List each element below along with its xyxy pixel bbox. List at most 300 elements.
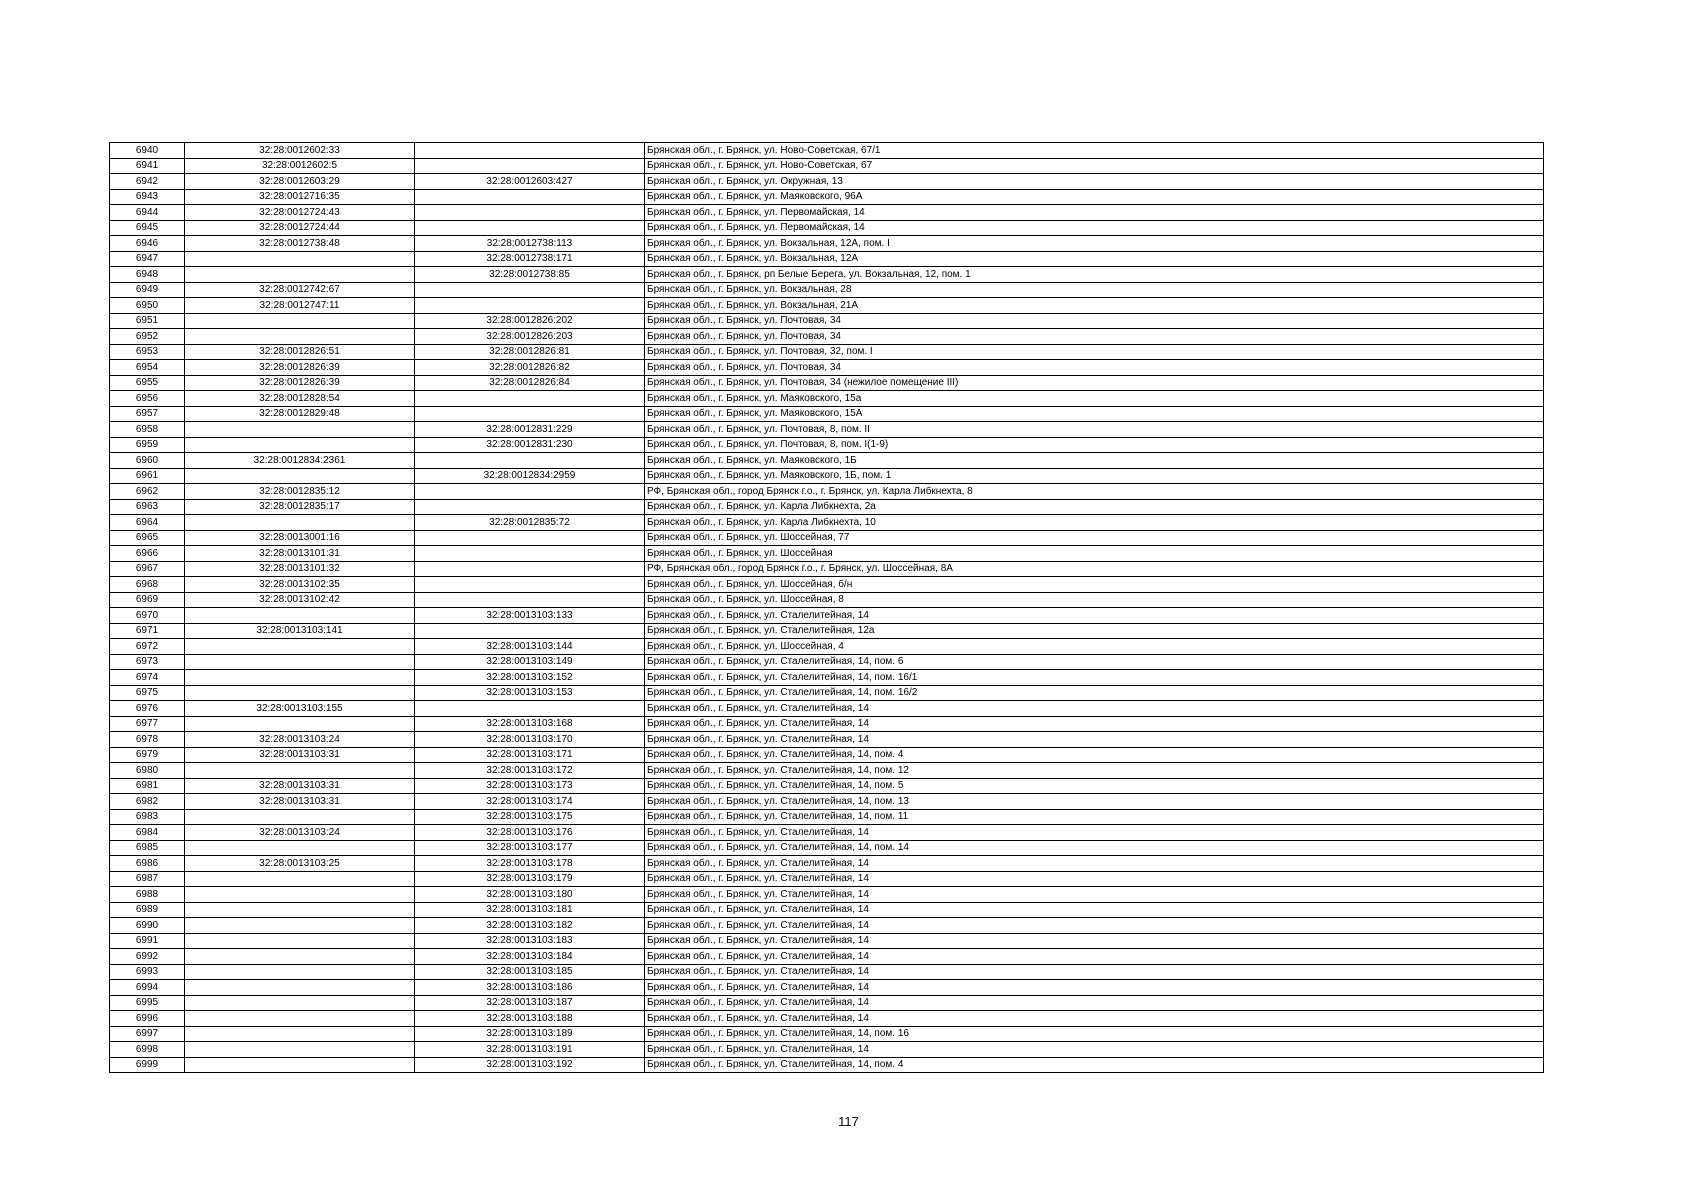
land-cadastral-number-cell bbox=[185, 654, 415, 670]
address-cell: Брянская обл., г. Брянск, ул. Шоссейная, 8 bbox=[645, 592, 1544, 608]
table-row bbox=[110, 267, 1544, 283]
land-cadastral-number-cell: 32:28:0013103:31 bbox=[185, 778, 415, 794]
table-row bbox=[110, 732, 1544, 748]
table-row bbox=[110, 189, 1544, 205]
land-cadastral-number-cell bbox=[185, 871, 415, 887]
land-cadastral-number-cell bbox=[185, 716, 415, 732]
address-cell: Брянская обл., г. Брянск, ул. Сталелитейная, 14 bbox=[645, 825, 1544, 841]
table-row bbox=[110, 158, 1544, 174]
land-cadastral-number-cell: 32:28:0012834:2361 bbox=[185, 453, 415, 469]
row-number-cell: 6955 bbox=[110, 375, 185, 391]
land-cadastral-number-cell bbox=[185, 670, 415, 686]
table-row bbox=[110, 654, 1544, 670]
address-cell: Брянская обл., г. Брянск, ул. Ново-Советская, 67 bbox=[645, 158, 1544, 174]
row-number-cell: 6949 bbox=[110, 282, 185, 298]
land-cadastral-number-cell bbox=[185, 608, 415, 624]
table-row bbox=[110, 546, 1544, 562]
address-cell: Брянская обл., г. Брянск, ул. Вокзальная, 21А bbox=[645, 298, 1544, 314]
object-cadastral-number-cell bbox=[415, 282, 645, 298]
land-cadastral-number-cell bbox=[185, 995, 415, 1011]
land-cadastral-number-cell bbox=[185, 918, 415, 934]
table-row bbox=[110, 887, 1544, 903]
table-row bbox=[110, 856, 1544, 872]
land-cadastral-number-cell bbox=[185, 933, 415, 949]
address-cell: Брянская обл., г. Брянск, ул. Почтовая, 32, пом. I bbox=[645, 344, 1544, 360]
land-cadastral-number-cell bbox=[185, 763, 415, 779]
land-cadastral-number-cell bbox=[185, 809, 415, 825]
object-cadastral-number-cell: 32:28:0013103:189 bbox=[415, 1026, 645, 1042]
object-cadastral-number-cell bbox=[415, 484, 645, 500]
table-row bbox=[110, 933, 1544, 949]
object-cadastral-number-cell: 32:28:0013103:172 bbox=[415, 763, 645, 779]
table-row bbox=[110, 980, 1544, 996]
land-cadastral-number-cell bbox=[185, 313, 415, 329]
land-cadastral-number-cell bbox=[185, 1057, 415, 1073]
land-cadastral-number-cell: 32:28:0013102:35 bbox=[185, 577, 415, 593]
page-number: 117 bbox=[838, 1114, 859, 1129]
object-cadastral-number-cell: 32:28:0013103:173 bbox=[415, 778, 645, 794]
row-number-cell: 6975 bbox=[110, 685, 185, 701]
address-cell: Брянская обл., г. Брянск, ул. Маяковского, 15а bbox=[645, 391, 1544, 407]
address-cell: Брянская обл., г. Брянск, ул. Сталелитейная, 14, пом. 6 bbox=[645, 654, 1544, 670]
row-number-cell: 6999 bbox=[110, 1057, 185, 1073]
row-number-cell: 6988 bbox=[110, 887, 185, 903]
address-cell: Брянская обл., г. Брянск, ул. Сталелитейная, 14, пом. 4 bbox=[645, 1057, 1544, 1073]
row-number-cell: 6992 bbox=[110, 949, 185, 965]
address-cell: Брянская обл., г. Брянск, ул. Сталелитейная, 14 bbox=[645, 608, 1544, 624]
object-cadastral-number-cell: 32:28:0012831:230 bbox=[415, 437, 645, 453]
land-cadastral-number-cell bbox=[185, 1026, 415, 1042]
object-cadastral-number-cell: 32:28:0013103:149 bbox=[415, 654, 645, 670]
table-row bbox=[110, 1057, 1544, 1073]
table-row bbox=[110, 716, 1544, 732]
row-number-cell: 6943 bbox=[110, 189, 185, 205]
row-number-cell: 6951 bbox=[110, 313, 185, 329]
address-cell: Брянская обл., г. Брянск, ул. Первомайская, 14 bbox=[645, 220, 1544, 236]
land-cadastral-number-cell: 32:28:0012826:51 bbox=[185, 344, 415, 360]
row-number-cell: 6953 bbox=[110, 344, 185, 360]
table-row bbox=[110, 298, 1544, 314]
table-row bbox=[110, 329, 1544, 345]
row-number-cell: 6964 bbox=[110, 515, 185, 531]
address-cell: Брянская обл., г. Брянск, ул. Первомайская, 14 bbox=[645, 205, 1544, 221]
table-row bbox=[110, 964, 1544, 980]
row-number-cell: 6997 bbox=[110, 1026, 185, 1042]
land-cadastral-number-cell bbox=[185, 980, 415, 996]
row-number-cell: 6980 bbox=[110, 763, 185, 779]
object-cadastral-number-cell bbox=[415, 592, 645, 608]
row-number-cell: 6947 bbox=[110, 251, 185, 267]
address-cell: Брянская обл., г. Брянск, ул. Почтовая, 34 bbox=[645, 329, 1544, 345]
table-row bbox=[110, 484, 1544, 500]
object-cadastral-number-cell: 32:28:0013103:174 bbox=[415, 794, 645, 810]
table-row bbox=[110, 251, 1544, 267]
object-cadastral-number-cell: 32:28:0013103:181 bbox=[415, 902, 645, 918]
row-number-cell: 6976 bbox=[110, 701, 185, 717]
object-cadastral-number-cell: 32:28:0013103:133 bbox=[415, 608, 645, 624]
land-cadastral-number-cell: 32:28:0013102:42 bbox=[185, 592, 415, 608]
row-number-cell: 6960 bbox=[110, 453, 185, 469]
table-row bbox=[110, 1026, 1544, 1042]
row-number-cell: 6978 bbox=[110, 732, 185, 748]
object-cadastral-number-cell: 32:28:0013103:179 bbox=[415, 871, 645, 887]
table-row bbox=[110, 530, 1544, 546]
row-number-cell: 6984 bbox=[110, 825, 185, 841]
row-number-cell: 6962 bbox=[110, 484, 185, 500]
table-row bbox=[110, 422, 1544, 438]
row-number-cell: 6948 bbox=[110, 267, 185, 283]
address-cell: Брянская обл., г. Брянск, ул. Сталелитейная, 14 bbox=[645, 918, 1544, 934]
object-cadastral-number-cell: 32:28:0012826:202 bbox=[415, 313, 645, 329]
object-cadastral-number-cell: 32:28:0012826:81 bbox=[415, 344, 645, 360]
table-row bbox=[110, 592, 1544, 608]
land-cadastral-number-cell bbox=[185, 685, 415, 701]
address-cell: Брянская обл., г. Брянск, ул. Сталелитейная, 14, пом. 16/2 bbox=[645, 685, 1544, 701]
address-cell: Брянская обл., г. Брянск, ул. Сталелитейная, 14 bbox=[645, 732, 1544, 748]
row-number-cell: 6963 bbox=[110, 499, 185, 515]
table-row bbox=[110, 871, 1544, 887]
address-cell: Брянская обл., г. Брянск, ул. Сталелитейная, 14 bbox=[645, 1042, 1544, 1058]
object-cadastral-number-cell: 32:28:0013103:152 bbox=[415, 670, 645, 686]
table-row bbox=[110, 282, 1544, 298]
object-cadastral-number-cell bbox=[415, 298, 645, 314]
address-cell: Брянская обл., г. Брянск, ул. Вокзальная, 12А bbox=[645, 251, 1544, 267]
address-cell: Брянская обл., г. Брянск, ул. Почтовая, 34 bbox=[645, 313, 1544, 329]
table-row bbox=[110, 236, 1544, 252]
land-cadastral-number-cell: 32:28:0012724:43 bbox=[185, 205, 415, 221]
object-cadastral-number-cell bbox=[415, 406, 645, 422]
address-cell: Брянская обл., г. Брянск, ул. Сталелитейная, 14 bbox=[645, 995, 1544, 1011]
address-cell: Брянская обл., г. Брянск, ул. Вокзальная, 28 bbox=[645, 282, 1544, 298]
address-cell: Брянская обл., г. Брянск, ул. Шоссейная, 77 bbox=[645, 530, 1544, 546]
table-row bbox=[110, 1011, 1544, 1027]
address-cell: Брянская обл., г. Брянск, ул. Сталелитейная, 14, пом. 4 bbox=[645, 747, 1544, 763]
table-row bbox=[110, 623, 1544, 639]
table-row bbox=[110, 220, 1544, 236]
land-cadastral-number-cell bbox=[185, 1011, 415, 1027]
row-number-cell: 6959 bbox=[110, 437, 185, 453]
address-cell: Брянская обл., г. Брянск, ул. Сталелитейная, 14 bbox=[645, 1011, 1544, 1027]
object-cadastral-number-cell bbox=[415, 391, 645, 407]
address-cell: Брянская обл., г. Брянск, ул. Сталелитейная, 14, пом. 14 bbox=[645, 840, 1544, 856]
address-cell: Брянская обл., г. Брянск, ул. Сталелитейная, 14, пом. 13 bbox=[645, 794, 1544, 810]
object-cadastral-number-cell: 32:28:0013103:191 bbox=[415, 1042, 645, 1058]
row-number-cell: 6968 bbox=[110, 577, 185, 593]
object-cadastral-number-cell bbox=[415, 189, 645, 205]
address-cell: Брянская обл., г. Брянск, ул. Почтовая, 34 bbox=[645, 360, 1544, 376]
row-number-cell: 6954 bbox=[110, 360, 185, 376]
land-cadastral-number-cell: 32:28:0012742:67 bbox=[185, 282, 415, 298]
object-cadastral-number-cell bbox=[415, 530, 645, 546]
row-number-cell: 6991 bbox=[110, 933, 185, 949]
row-number-cell: 6981 bbox=[110, 778, 185, 794]
object-cadastral-number-cell bbox=[415, 561, 645, 577]
land-cadastral-number-cell: 32:28:0012828:54 bbox=[185, 391, 415, 407]
object-cadastral-number-cell: 32:28:0012831:229 bbox=[415, 422, 645, 438]
land-cadastral-number-cell bbox=[185, 267, 415, 283]
object-cadastral-number-cell: 32:28:0013103:180 bbox=[415, 887, 645, 903]
row-number-cell: 6961 bbox=[110, 468, 185, 484]
object-cadastral-number-cell: 32:28:0012835:72 bbox=[415, 515, 645, 531]
address-cell: РФ, Брянская обл., город Брянск г.о., г. Брянск, ул. Карла Либкнехта, 8 bbox=[645, 484, 1544, 500]
address-cell: Брянская обл., г. Брянск, ул. Сталелитейная, 14 bbox=[645, 964, 1544, 980]
row-number-cell: 6993 bbox=[110, 964, 185, 980]
register-table bbox=[109, 142, 1544, 1073]
row-number-cell: 6982 bbox=[110, 794, 185, 810]
land-cadastral-number-cell: 32:28:0013001:16 bbox=[185, 530, 415, 546]
object-cadastral-number-cell: 32:28:0013103:175 bbox=[415, 809, 645, 825]
address-cell: Брянская обл., г. Брянск, ул. Сталелитейная, 14, пом. 11 bbox=[645, 809, 1544, 825]
object-cadastral-number-cell: 32:28:0012738:113 bbox=[415, 236, 645, 252]
table-row bbox=[110, 344, 1544, 360]
table-row bbox=[110, 499, 1544, 515]
land-cadastral-number-cell bbox=[185, 437, 415, 453]
land-cadastral-number-cell: 32:28:0012829:48 bbox=[185, 406, 415, 422]
object-cadastral-number-cell bbox=[415, 499, 645, 515]
object-cadastral-number-cell: 32:28:0013103:177 bbox=[415, 840, 645, 856]
row-number-cell: 6983 bbox=[110, 809, 185, 825]
row-number-cell: 6957 bbox=[110, 406, 185, 422]
address-cell: Брянская обл., г. Брянск, ул. Окружная, 13 bbox=[645, 174, 1544, 190]
table-row bbox=[110, 406, 1544, 422]
table-row bbox=[110, 763, 1544, 779]
address-cell: Брянская обл., г. Брянск, ул. Шоссейная, 4 bbox=[645, 639, 1544, 655]
land-cadastral-number-cell bbox=[185, 887, 415, 903]
land-cadastral-number-cell: 32:28:0012602:33 bbox=[185, 143, 415, 159]
table-row bbox=[110, 701, 1544, 717]
object-cadastral-number-cell: 32:28:0012826:82 bbox=[415, 360, 645, 376]
row-number-cell: 6985 bbox=[110, 840, 185, 856]
table-row bbox=[110, 205, 1544, 221]
land-cadastral-number-cell: 32:28:0012602:5 bbox=[185, 158, 415, 174]
land-cadastral-number-cell: 32:28:0013101:31 bbox=[185, 546, 415, 562]
address-cell: Брянская обл., г. Брянск, ул. Ново-Советская, 67/1 bbox=[645, 143, 1544, 159]
row-number-cell: 6972 bbox=[110, 639, 185, 655]
table-row bbox=[110, 995, 1544, 1011]
object-cadastral-number-cell bbox=[415, 143, 645, 159]
object-cadastral-number-cell bbox=[415, 453, 645, 469]
address-cell: Брянская обл., г. Брянск, ул. Сталелитейная, 14, пом. 16 bbox=[645, 1026, 1544, 1042]
address-cell: Брянская обл., г. Брянск, ул. Сталелитейная, 14 bbox=[645, 933, 1544, 949]
table-row bbox=[110, 608, 1544, 624]
row-number-cell: 6977 bbox=[110, 716, 185, 732]
table-row bbox=[110, 468, 1544, 484]
table-row bbox=[110, 794, 1544, 810]
address-cell: Брянская обл., г. Брянск, ул. Почтовая, 34 (нежилое помещение III) bbox=[645, 375, 1544, 391]
object-cadastral-number-cell: 32:28:0013103:183 bbox=[415, 933, 645, 949]
table-row bbox=[110, 375, 1544, 391]
table-row bbox=[110, 453, 1544, 469]
land-cadastral-number-cell bbox=[185, 902, 415, 918]
address-cell: Брянская обл., г. Брянск, ул. Карла Либкнехта, 10 bbox=[645, 515, 1544, 531]
row-number-cell: 6956 bbox=[110, 391, 185, 407]
row-number-cell: 6995 bbox=[110, 995, 185, 1011]
table-row bbox=[110, 902, 1544, 918]
address-cell: Брянская обл., г. Брянск, ул. Сталелитейная, 14 bbox=[645, 887, 1544, 903]
land-cadastral-number-cell: 32:28:0012826:39 bbox=[185, 375, 415, 391]
land-cadastral-number-cell bbox=[185, 964, 415, 980]
row-number-cell: 6940 bbox=[110, 143, 185, 159]
object-cadastral-number-cell: 32:28:0013103:187 bbox=[415, 995, 645, 1011]
table-row bbox=[110, 809, 1544, 825]
address-cell: Брянская обл., г. Брянск, ул. Шоссейная bbox=[645, 546, 1544, 562]
object-cadastral-number-cell: 32:28:0013103:188 bbox=[415, 1011, 645, 1027]
land-cadastral-number-cell: 32:28:0012835:17 bbox=[185, 499, 415, 515]
address-cell: Брянская обл., г. Брянск, ул. Почтовая, 8, пом. II bbox=[645, 422, 1544, 438]
table-row bbox=[110, 391, 1544, 407]
row-number-cell: 6969 bbox=[110, 592, 185, 608]
object-cadastral-number-cell: 32:28:0013103:170 bbox=[415, 732, 645, 748]
address-cell: РФ, Брянская обл., город Брянск г.о., г. Брянск, ул. Шоссейная, 8А bbox=[645, 561, 1544, 577]
land-cadastral-number-cell bbox=[185, 515, 415, 531]
row-number-cell: 6970 bbox=[110, 608, 185, 624]
object-cadastral-number-cell: 32:28:0013103:186 bbox=[415, 980, 645, 996]
land-cadastral-number-cell: 32:28:0012826:39 bbox=[185, 360, 415, 376]
table-row bbox=[110, 437, 1544, 453]
row-number-cell: 6990 bbox=[110, 918, 185, 934]
table-row bbox=[110, 143, 1544, 159]
land-cadastral-number-cell: 32:28:0013103:25 bbox=[185, 856, 415, 872]
object-cadastral-number-cell: 32:28:0012826:84 bbox=[415, 375, 645, 391]
object-cadastral-number-cell bbox=[415, 158, 645, 174]
land-cadastral-number-cell bbox=[185, 840, 415, 856]
address-cell: Брянская обл., г. Брянск, ул. Сталелитейная, 14 bbox=[645, 902, 1544, 918]
address-cell: Брянская обл., г. Брянск, ул. Маяковского, 96А bbox=[645, 189, 1544, 205]
table-row bbox=[110, 685, 1544, 701]
row-number-cell: 6987 bbox=[110, 871, 185, 887]
object-cadastral-number-cell: 32:28:0013103:178 bbox=[415, 856, 645, 872]
address-cell: Брянская обл., г. Брянск, ул. Маяковского, 1Б, пом. 1 bbox=[645, 468, 1544, 484]
row-number-cell: 6974 bbox=[110, 670, 185, 686]
object-cadastral-number-cell: 32:28:0013103:185 bbox=[415, 964, 645, 980]
object-cadastral-number-cell: 32:28:0013103:182 bbox=[415, 918, 645, 934]
land-cadastral-number-cell: 32:28:0013103:31 bbox=[185, 747, 415, 763]
land-cadastral-number-cell: 32:28:0012747:11 bbox=[185, 298, 415, 314]
table-row bbox=[110, 747, 1544, 763]
row-number-cell: 6958 bbox=[110, 422, 185, 438]
object-cadastral-number-cell bbox=[415, 220, 645, 236]
land-cadastral-number-cell bbox=[185, 949, 415, 965]
address-cell: Брянская обл., г. Брянск, ул. Сталелитейная, 14 bbox=[645, 949, 1544, 965]
address-cell: Брянская обл., г. Брянск, ул. Сталелитейная, 14 bbox=[645, 701, 1544, 717]
address-cell: Брянская обл., г. Брянск, ул. Почтовая, 8, пом. I(1-9) bbox=[645, 437, 1544, 453]
land-cadastral-number-cell: 32:28:0012603:29 bbox=[185, 174, 415, 190]
land-cadastral-number-cell: 32:28:0013103:155 bbox=[185, 701, 415, 717]
land-cadastral-number-cell: 32:28:0013101:32 bbox=[185, 561, 415, 577]
land-cadastral-number-cell bbox=[185, 468, 415, 484]
row-number-cell: 6986 bbox=[110, 856, 185, 872]
land-cadastral-number-cell bbox=[185, 329, 415, 345]
address-cell: Брянская обл., г. Брянск, ул. Сталелитейная, 14 bbox=[645, 716, 1544, 732]
address-cell: Брянская обл., г. Брянск, рп Белые Берега, ул. Вокзальная, 12, пом. 1 bbox=[645, 267, 1544, 283]
object-cadastral-number-cell bbox=[415, 205, 645, 221]
row-number-cell: 6946 bbox=[110, 236, 185, 252]
land-cadastral-number-cell: 32:28:0013103:31 bbox=[185, 794, 415, 810]
row-number-cell: 6950 bbox=[110, 298, 185, 314]
table-row bbox=[110, 174, 1544, 190]
address-cell: Брянская обл., г. Брянск, ул. Сталелитейная, 14 bbox=[645, 856, 1544, 872]
address-cell: Брянская обл., г. Брянск, ул. Вокзальная, 12А, пом. I bbox=[645, 236, 1544, 252]
table-row bbox=[110, 313, 1544, 329]
address-cell: Брянская обл., г. Брянск, ул. Сталелитейная, 14, пом. 12 bbox=[645, 763, 1544, 779]
land-cadastral-number-cell: 32:28:0013103:141 bbox=[185, 623, 415, 639]
table-row bbox=[110, 670, 1544, 686]
address-cell: Брянская обл., г. Брянск, ул. Сталелитейная, 14, пом. 16/1 bbox=[645, 670, 1544, 686]
object-cadastral-number-cell bbox=[415, 623, 645, 639]
row-number-cell: 6952 bbox=[110, 329, 185, 345]
address-cell: Брянская обл., г. Брянск, ул. Сталелитейная, 12а bbox=[645, 623, 1544, 639]
address-cell: Брянская обл., г. Брянск, ул. Сталелитейная, 14, пом. 5 bbox=[645, 778, 1544, 794]
address-cell: Брянская обл., г. Брянск, ул. Карла Либкнехта, 2а bbox=[645, 499, 1544, 515]
table-row bbox=[110, 577, 1544, 593]
table-row bbox=[110, 825, 1544, 841]
row-number-cell: 6989 bbox=[110, 902, 185, 918]
table-row bbox=[110, 918, 1544, 934]
row-number-cell: 6996 bbox=[110, 1011, 185, 1027]
object-cadastral-number-cell: 32:28:0013103:184 bbox=[415, 949, 645, 965]
address-cell: Брянская обл., г. Брянск, ул. Маяковского, 15А bbox=[645, 406, 1544, 422]
table-row bbox=[110, 639, 1544, 655]
object-cadastral-number-cell bbox=[415, 701, 645, 717]
address-cell: Брянская обл., г. Брянск, ул. Сталелитейная, 14 bbox=[645, 871, 1544, 887]
row-number-cell: 6965 bbox=[110, 530, 185, 546]
object-cadastral-number-cell bbox=[415, 546, 645, 562]
table-row bbox=[110, 1042, 1544, 1058]
land-cadastral-number-cell bbox=[185, 422, 415, 438]
object-cadastral-number-cell: 32:28:0013103:176 bbox=[415, 825, 645, 841]
object-cadastral-number-cell bbox=[415, 577, 645, 593]
land-cadastral-number-cell: 32:28:0012738:48 bbox=[185, 236, 415, 252]
row-number-cell: 6967 bbox=[110, 561, 185, 577]
row-number-cell: 6966 bbox=[110, 546, 185, 562]
land-cadastral-number-cell bbox=[185, 639, 415, 655]
row-number-cell: 6941 bbox=[110, 158, 185, 174]
land-cadastral-number-cell bbox=[185, 251, 415, 267]
object-cadastral-number-cell: 32:28:0013103:153 bbox=[415, 685, 645, 701]
address-cell: Брянская обл., г. Брянск, ул. Маяковского, 1Б bbox=[645, 453, 1544, 469]
object-cadastral-number-cell: 32:28:0012738:85 bbox=[415, 267, 645, 283]
land-cadastral-number-cell bbox=[185, 1042, 415, 1058]
object-cadastral-number-cell: 32:28:0012826:203 bbox=[415, 329, 645, 345]
object-cadastral-number-cell: 32:28:0013103:192 bbox=[415, 1057, 645, 1073]
register-table-body bbox=[110, 143, 1544, 1073]
object-cadastral-number-cell: 32:28:0013103:171 bbox=[415, 747, 645, 763]
object-cadastral-number-cell: 32:28:0013103:168 bbox=[415, 716, 645, 732]
address-cell: Брянская обл., г. Брянск, ул. Шоссейная, б/н bbox=[645, 577, 1544, 593]
table-row bbox=[110, 360, 1544, 376]
table-row bbox=[110, 778, 1544, 794]
object-cadastral-number-cell: 32:28:0013103:144 bbox=[415, 639, 645, 655]
table-row bbox=[110, 561, 1544, 577]
row-number-cell: 6979 bbox=[110, 747, 185, 763]
row-number-cell: 6945 bbox=[110, 220, 185, 236]
row-number-cell: 6973 bbox=[110, 654, 185, 670]
table-row bbox=[110, 949, 1544, 965]
row-number-cell: 6942 bbox=[110, 174, 185, 190]
table-row bbox=[110, 515, 1544, 531]
row-number-cell: 6944 bbox=[110, 205, 185, 221]
object-cadastral-number-cell: 32:28:0012738:171 bbox=[415, 251, 645, 267]
address-cell: Брянская обл., г. Брянск, ул. Сталелитейная, 14 bbox=[645, 980, 1544, 996]
land-cadastral-number-cell: 32:28:0012716:35 bbox=[185, 189, 415, 205]
land-cadastral-number-cell: 32:28:0013103:24 bbox=[185, 825, 415, 841]
object-cadastral-number-cell: 32:28:0012834:2959 bbox=[415, 468, 645, 484]
land-cadastral-number-cell: 32:28:0012724:44 bbox=[185, 220, 415, 236]
table-row bbox=[110, 840, 1544, 856]
row-number-cell: 6998 bbox=[110, 1042, 185, 1058]
land-cadastral-number-cell: 32:28:0013103:24 bbox=[185, 732, 415, 748]
row-number-cell: 6994 bbox=[110, 980, 185, 996]
